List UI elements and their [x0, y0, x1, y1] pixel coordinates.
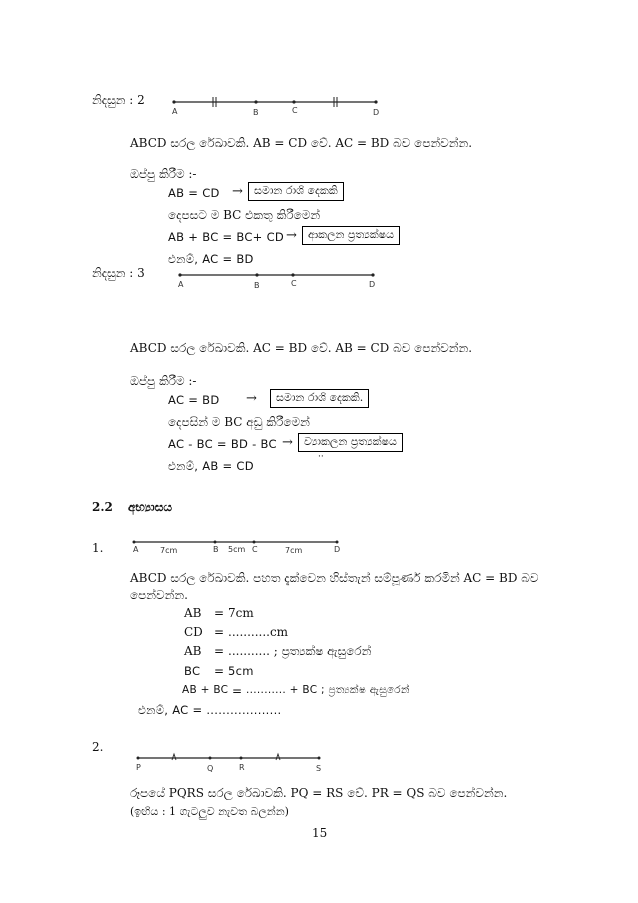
point-label-q: Q	[207, 764, 214, 773]
q1-row-5-lhs: AB + BC	[182, 684, 229, 696]
question-2-statement: රූපයේ PQRS සරල රේඛාවකි. PQ = RS වේ. PR = QS බව පෙන්වන්න.	[130, 786, 508, 800]
example-2-reason-3-box: ආකලන ප්‍රත්‍යක්ෂය	[302, 226, 400, 245]
point-label-p: P	[136, 763, 141, 772]
q1-row-1-eq: =	[214, 606, 225, 620]
example-2-heading: නිදසුන : 2	[92, 93, 145, 107]
example-2-reason-1-box: සමාන රාශි දෙකකි	[248, 182, 344, 201]
q1-row-1-lhs: AB	[184, 606, 202, 620]
point-label-a: A	[178, 280, 184, 289]
point-label-a: A	[133, 545, 139, 554]
right-arrow-icon: →	[246, 391, 257, 406]
example-3-reason-3-box: ව්‍යාකලන ප්‍රත්‍යක්ෂය	[298, 433, 403, 452]
point-label-c: C	[292, 106, 298, 115]
point-label-a: A	[172, 107, 178, 116]
question-1-statement-line-1: ABCD සරල රේඛාවකි. පහත දැක්වෙන හිස්තැන් සම්පූර්ණ කරමින් AC = BD බව	[130, 571, 539, 585]
example-3-heading: නිදසුන : 3	[92, 266, 145, 280]
q1-row-3-lhs: AB	[184, 644, 202, 658]
example-2-proof-heading: ඔප්පු කිරීම :-	[130, 167, 197, 181]
point-label-d: D	[373, 108, 380, 117]
question-1-statement-line-2: පෙන්වන්න.	[130, 588, 188, 602]
example-3-reason-1-box: සමාන රාශි දෙකකි.	[270, 389, 369, 408]
q1-row-5-rhs: ........... + BC ; ප්‍රත්‍යක්ෂ ඇසුරෙන්	[246, 684, 410, 696]
q1-row-3-rhs: ........... ; ප්‍රත්‍යක්ෂ ඇසුරෙන්	[228, 644, 372, 658]
point-label-r: R	[239, 763, 245, 772]
exercise-number: 2.2	[92, 500, 113, 514]
example-3-statement: ABCD සරල රේඛාවකි. AC = BD වේ. AB = CD බව පෙන්වන්න.	[130, 341, 473, 355]
segment-length-bc: 5cm	[228, 545, 246, 554]
right-arrow-icon: →	[286, 228, 297, 243]
example-2-line-4: එනම්, AC = BD	[168, 252, 254, 266]
example-3-line-4: එනම්, AB = CD	[168, 459, 254, 473]
point-label-b: B	[213, 545, 219, 554]
exercise-title: අභ්‍යාසය	[128, 500, 173, 514]
segment-length-ab: 7cm	[160, 546, 178, 555]
segment-abcd-diagram-2	[177, 267, 377, 289]
example-2-statement: ABCD සරල රේඛාවකි. AB = CD වේ. AC = BD බව පෙන්වන්න.	[130, 136, 473, 150]
example-3-proof-heading: ඔප්පු කිරීම :-	[130, 374, 197, 388]
q1-row-2-eq: =	[214, 625, 225, 639]
question-2-hint: (ඉඟිය : 1 ගැටලුව නැවත බලන්න)	[130, 805, 289, 818]
q1-row-4-lhs: BC	[184, 664, 201, 678]
q1-row-5-eq: =	[232, 684, 243, 698]
question-1-number: 1.	[92, 541, 104, 555]
segment-abcd-diagram-1	[170, 94, 380, 116]
q1-row-2-rhs: ...........cm	[228, 625, 289, 639]
q1-row-1-rhs: 7cm	[228, 606, 254, 620]
point-label-b: B	[253, 108, 259, 117]
example-3-line-3: AC - BC = BD - BC	[168, 437, 277, 451]
point-label-d: D	[369, 280, 376, 289]
point-label-c: C	[252, 545, 258, 554]
right-arrow-icon: →	[232, 184, 243, 199]
question-2-number: 2.	[92, 740, 104, 754]
segment-pqrs-diagram	[135, 752, 325, 768]
q1-row-2-lhs: CD	[184, 625, 203, 639]
point-label-d: D	[334, 545, 341, 554]
double-tick-mark: ··	[318, 452, 324, 462]
page-number: 15	[312, 826, 328, 840]
q1-row-4-eq: =	[214, 664, 225, 678]
question-1-conclusion: එනම්, AC = ...................	[138, 703, 282, 717]
example-3-line-2: දෙපසින් ම BC අඩු කිරීමෙන්	[168, 415, 310, 429]
example-2-line-3: AB + BC = BC+ CD	[168, 230, 285, 244]
point-label-c: C	[291, 279, 297, 288]
example-2-line-2: දෙපසට ම BC එකතු කිරීමෙන්	[168, 208, 321, 222]
point-label-b: B	[254, 281, 260, 290]
q1-row-4-rhs: 5cm	[228, 664, 254, 678]
right-arrow-icon: →	[282, 435, 293, 450]
q1-row-3-eq: =	[214, 644, 225, 658]
example-2-line-1: AB = CD	[168, 186, 220, 200]
segment-length-cd: 7cm	[285, 546, 303, 555]
point-label-s: S	[316, 764, 322, 773]
example-3-line-1: AC = BD	[168, 393, 220, 407]
